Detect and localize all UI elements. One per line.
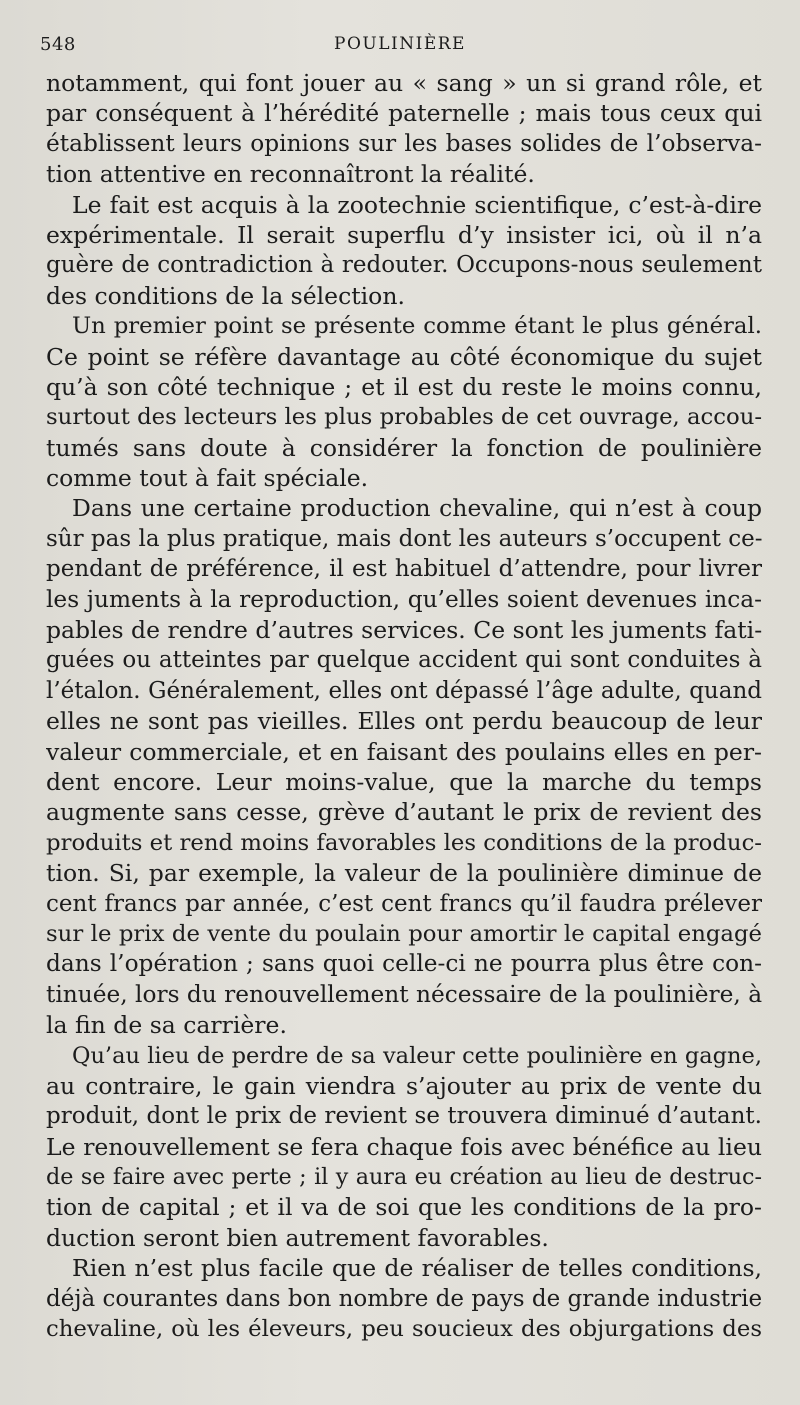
text-line: les juments à la reproduction, qu’elles soient devenues inca-	[46, 585, 762, 613]
text-line: sûr pas la plus pratique, mais dont les auteurs s’occupent ce-	[46, 525, 762, 552]
text-line: sur le prix de vente du poulain pour amortir le capital engagé	[46, 920, 762, 947]
page-header	[40, 34, 760, 58]
text-line: notamment, qui font jouer au « sang » un si grand rôle, et	[46, 69, 762, 97]
text-line: expérimentale. Il serait superflu d’y insister ici, où il n’a	[46, 220, 762, 249]
text-line: valeur commerciale, et en faisant des poulains elles en per-	[46, 737, 762, 766]
text-line: tion attentive en reconnaîtront la réalité.	[46, 160, 535, 189]
text-line: Le fait est acquis à la zootechnie scientifique, c’est-à-dire	[72, 190, 762, 219]
text-line: pendant de préférence, il est habituel d’attendre, pour livrer	[46, 556, 762, 583]
paragraph	[46, 68, 762, 190]
text-line: comme tout à fait spéciale.	[46, 464, 369, 493]
text-line: pables de rendre d’autres services. Ce sont les juments fati-	[46, 616, 762, 645]
text-line: produits et rend moins favorables les conditions de la produc-	[46, 829, 762, 856]
text-line: de se faire avec perte ; il y aura eu création au lieu de destruc-	[46, 1164, 762, 1191]
text-line: tumés sans doute à considérer la fonction de poulinière	[46, 433, 762, 462]
text-line: Qu’au lieu de perdre de sa valeur cette poulinière en gagne,	[72, 1042, 762, 1069]
text-line: surtout des lecteurs les plus probables de cet ouvrage, accou-	[46, 404, 762, 431]
running-title: POULINIÈRE	[334, 34, 466, 54]
text-line: des conditions de la sélection.	[46, 281, 405, 310]
text-line: Ce point se réfère davantage au côté économique du sujet	[46, 342, 762, 371]
text-line: Rien n’est plus facile que de réaliser de telles conditions,	[72, 1254, 762, 1283]
paragraph	[46, 190, 762, 312]
paragraph	[46, 311, 762, 493]
text-line: au contraire, le gain viendra s’ajouter au prix de vente du	[46, 1071, 762, 1100]
paragraph	[46, 1253, 762, 1344]
text-line: duction seront bien autrement favorables.	[46, 1223, 549, 1252]
body-text	[46, 68, 762, 1344]
paragraph	[46, 493, 762, 1040]
text-line: produit, dont le prix de revient se trouvera diminué d’autant.	[46, 1103, 762, 1130]
text-line: elles ne sont pas vieilles. Elles ont perdu beaucoup de leur	[46, 707, 762, 736]
text-line: cent francs par année, c’est cent francs qu’il faudra prélever	[46, 890, 762, 917]
text-line: tion de capital ; et il va de soi que les conditions de la pro-	[46, 1193, 762, 1222]
text-line: tion. Si, par exemple, la valeur de la poulinière diminue de	[46, 859, 762, 888]
paragraph	[46, 1041, 762, 1254]
text-line: dans l’opération ; sans quoi celle-ci ne pourra plus être con-	[46, 950, 762, 978]
text-line: déjà courantes dans bon nombre de pays de grande industrie	[46, 1285, 762, 1312]
text-line: l’étalon. Généralement, elles ont dépassé l’âge adulte, quand	[46, 677, 762, 704]
text-line: guère de contradiction à redouter. Occupons-nous seulement	[46, 252, 762, 279]
text-line: augmente sans cesse, grève d’autant le prix de revient des	[46, 798, 762, 827]
text-line: Le renouvellement se fera chaque fois avec bénéfice au lieu	[46, 1132, 762, 1161]
text-line: guées ou atteintes par quelque accident qui sont conduites à	[46, 647, 762, 674]
text-line: dent encore. Leur moins-value, que la marche du temps	[46, 767, 762, 796]
text-line: tinuée, lors du renouvellement nécessaire de la poulinière, à	[46, 980, 762, 1008]
text-line: chevaline, où les éleveurs, peu soucieux des objurgations des	[46, 1316, 762, 1343]
page-number: 548	[40, 34, 76, 55]
text-line: par conséquent à l’hérédité paternelle ; mais tous ceux qui	[46, 99, 762, 128]
text-line: établissent leurs opinions sur les bases solides de l’observa-	[46, 129, 762, 157]
text-line: Dans une certaine production chevaline, qui n’est à coup	[72, 494, 762, 523]
text-line: la fin de sa carrière.	[46, 1011, 287, 1040]
text-line: qu’à son côté technique ; et il est du reste le moins connu,	[46, 372, 762, 401]
text-line: Un premier point se présente comme étant le plus général.	[72, 313, 762, 340]
